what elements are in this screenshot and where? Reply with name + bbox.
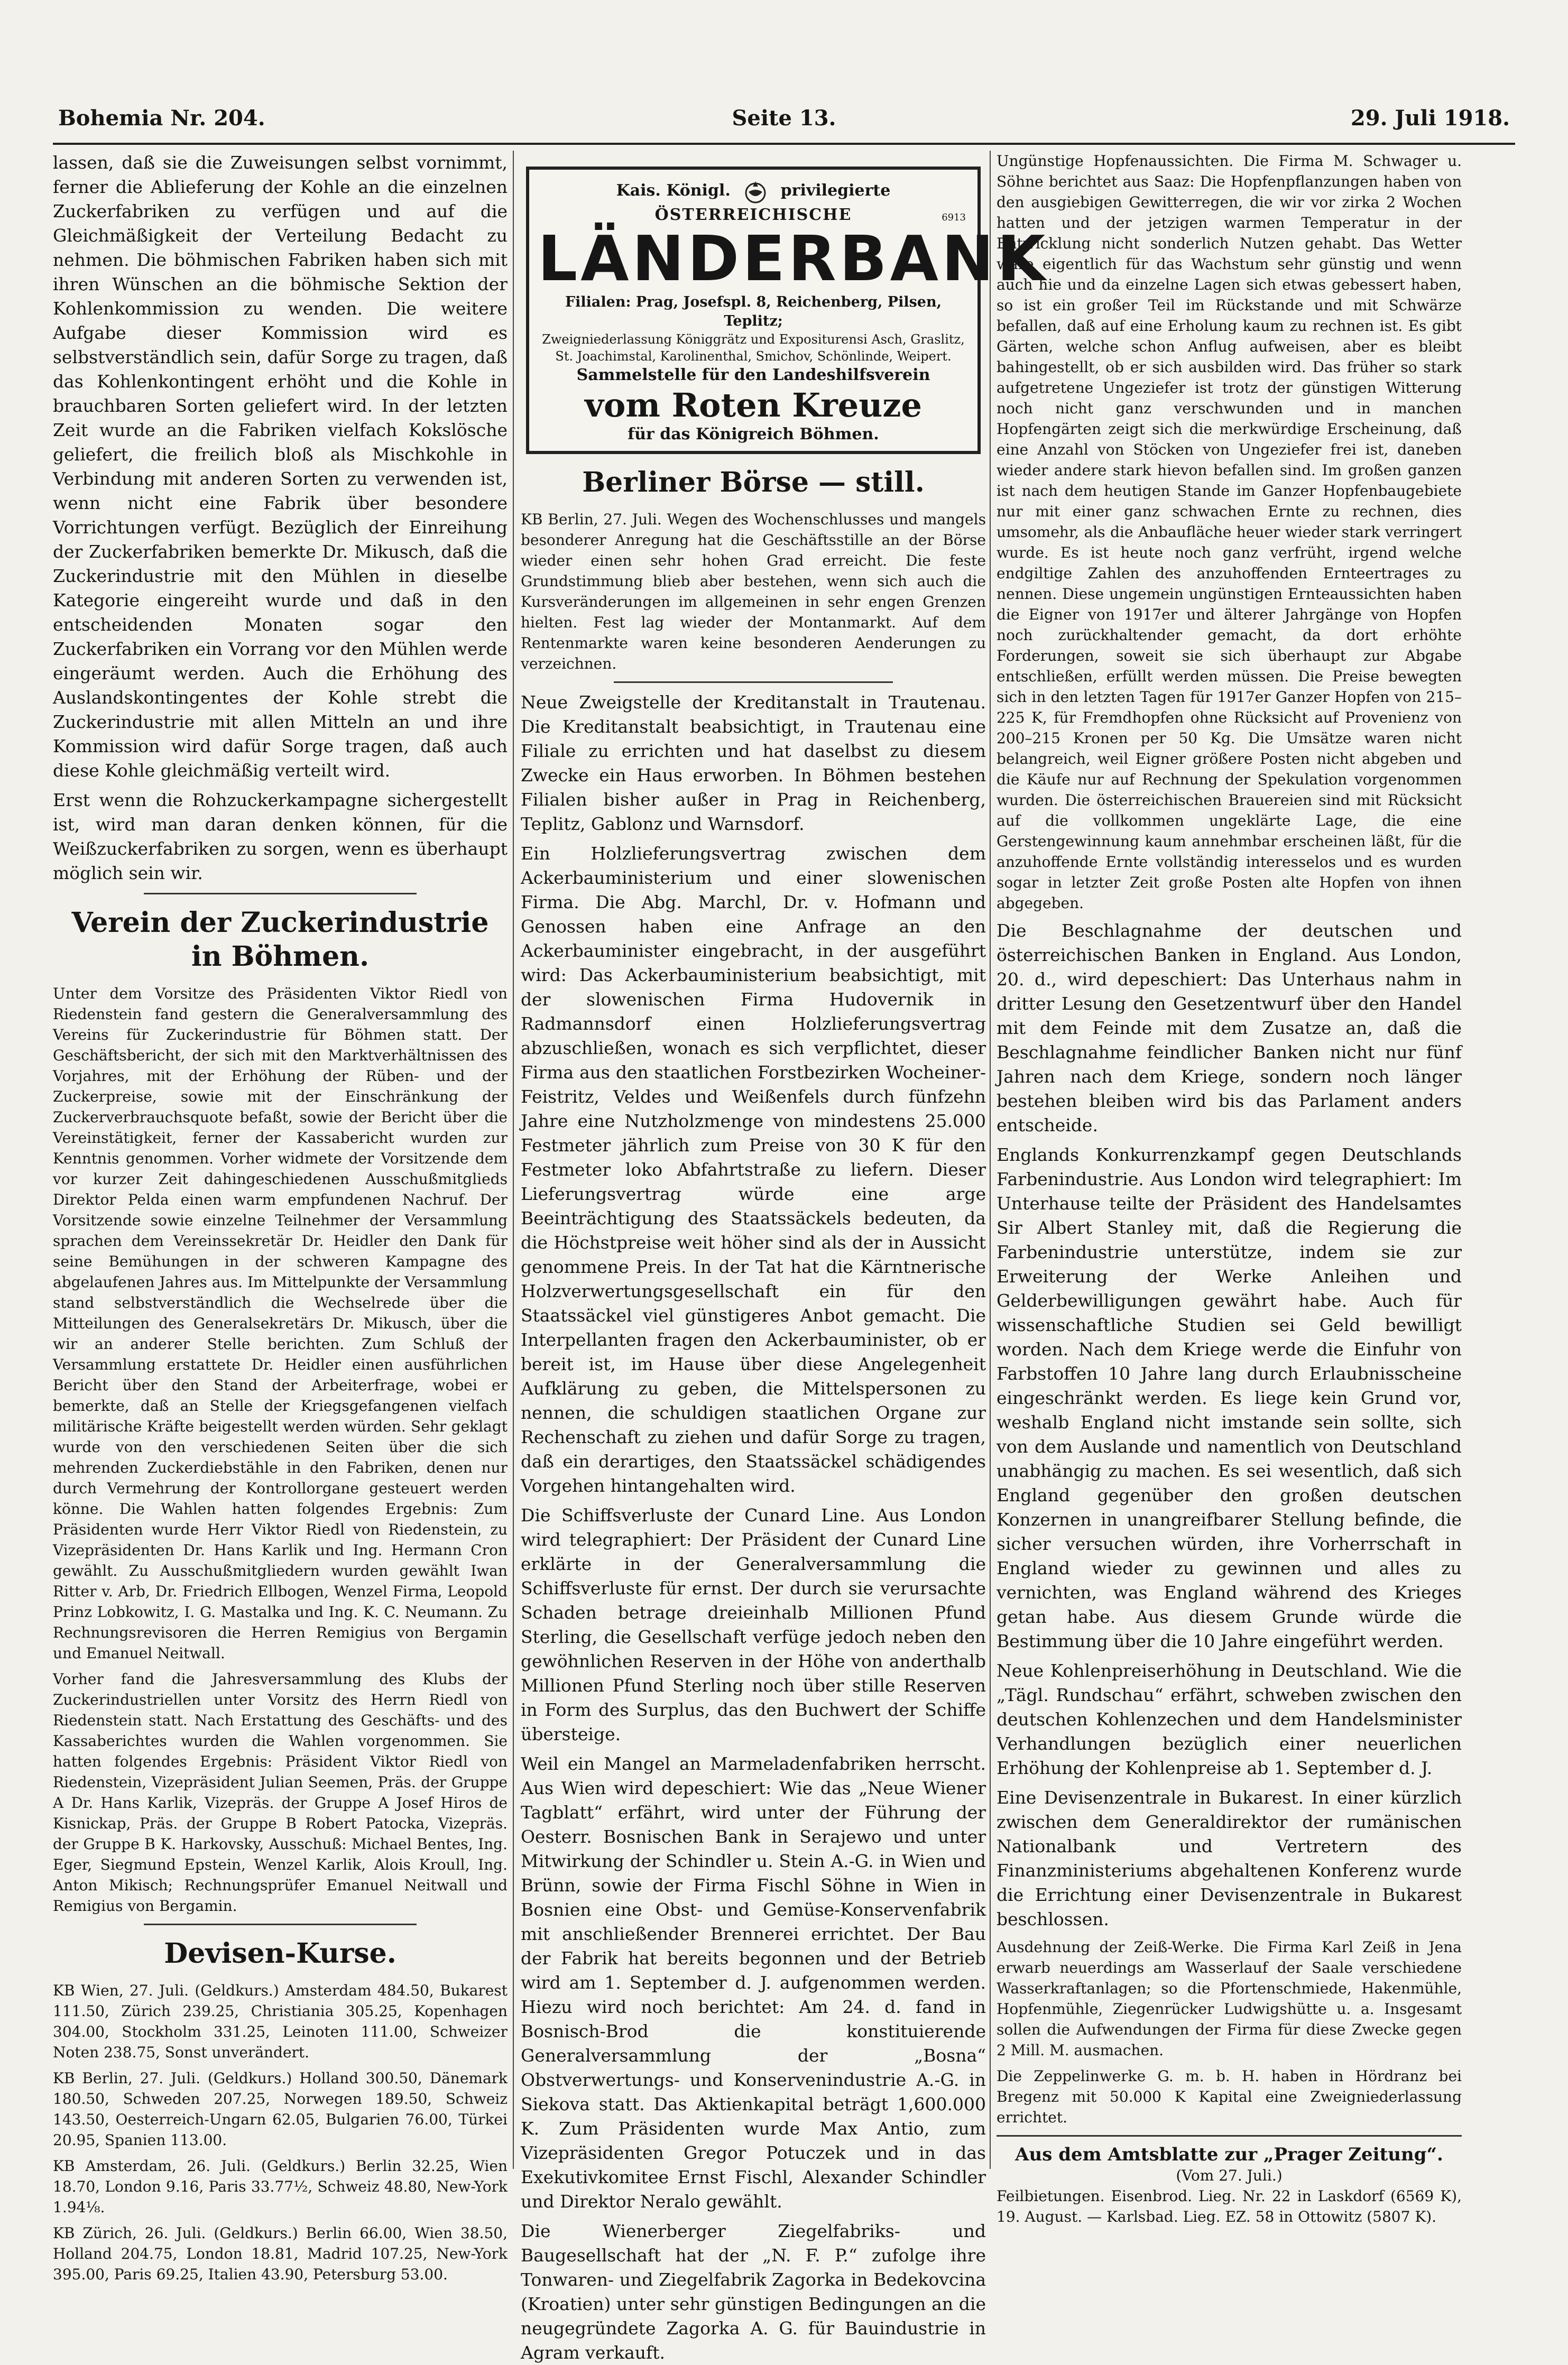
ad-code: 6913 xyxy=(942,212,966,223)
official-gazette-date: (Vom 27. Juli.) xyxy=(1176,2167,1283,2184)
article-wienerberger: Die Wienerberger Ziegelfabriks- und Baugesellschaft hat der „N. F. P.“ zufolge ihre Tonwaren- und Ziegelfabrik Zagorka in Bedekovcina (Kroatien) unter sehr günstigen Bedingungen an die neugegründete Zagorka A. G. für Bauindustrie in Agram verkauft. xyxy=(521,2221,986,2363)
column-divider-1 xyxy=(513,151,514,2169)
article-sugar-association: Unter dem Vorsitze des Präsidenten Viktor Riedl von Riedenstein fand gestern die Generalversammlung des Vereins für Zuckerindustrie für Böhmen statt. Der Geschäftsbericht, der sich mit den Marktverhältnissen des Vorjahres, mit der Erhöhung der Rüben- und der Zuckerpreise, sowie mit der Einschränkung der Zuckerverbrauchsquote befaßt, sowie der Bericht über die Vereinstätigkeit, ferner der Kassabericht wurden zur Kenntnis genommen. Vorher widmete der Vorsitzende dem vor kurzer Zeit dahingeschiedenen Ausschußmitglieds Direktor Pelda einen warm empfundenen Nachruf. Der Vorsitzende sowie einzelne Teilnehmer der Versammlung sprachen dem Vereinssekretär Dr. Heidler den Dank für seine Bemühungen in der schweren Kampagne des abgelaufenen Jahres aus. Im Mittelpunkte der Versammlung stand selbstverständlich die Wechselrede über die Mitteilungen des Generalsekretärs Dr. Mikusch, über die wir an anderer Stelle berichten. Zum Schluß der Versammlung erstattete Dr. Heidler einen ausführlichen Bericht über den Stand der Arbeiterfrage, wobei er bemerkte, daß an Stelle der Kriegsgefangenen vielfach militärische Kräfte beigestellt werden würden. Sehr geklagt wurde von den verschiedenen Seiten über die sich mehrenden Zuckerdiebstähle in den Fabriken, denen nur durch Vermehrung der Kontrollorgane gesteuert werden könne. Die Wahlen hatten folgendes Ergebnis: Zum Präsidenten wurde Herr Viktor Riedl von Riedenstein, zu Vizepräsidenten Dr. Hans Karlik und Ing. Hermann Cron gewählt. Zu Ausschußmitgliedern wurden gewählt Iwan Ritter v. Arb, Dr. Friedrich Ellbogen, Wenzel Firma, Leopold Prinz Lobkowitz, I. G. Mastalka und Ing. K. C. Neumann. Zu Rechnungsrevisoren die Herren Remigius von Bergamin und Emanuel Neitwall. xyxy=(53,985,508,1662)
header-page-number: Seite 13. xyxy=(732,106,836,131)
heading-berlin-exchange: Berliner Börse — still. xyxy=(582,466,925,498)
rates-amsterdam: KB Amsterdam, 26. Juli. (Geldkurs.) Berlin 32.25, Wien 18.70, London 9.16, Paris 33.77½, Schweiz 48.80, New-York 1.94⅛. xyxy=(53,2157,508,2216)
header-newspaper-issue: Bohemia Nr. 204. xyxy=(58,106,265,131)
rates-vienna: KB Wien, 27. Juli. (Geldkurs.) Amsterdam 484.50, Bukarest 111.50, Zürich 239.25, Christiania 305.25, Kopenhagen 304.00, Stockholm 331.25, Leinoten 111.00, Schweizer Noten 238.75, Sonst unverändert. xyxy=(53,1982,508,2061)
rates-berlin: KB Berlin, 27. Juli. (Geldkurs.) Holland 300.50, Dänemark 180.50, Schweden 207.25, Norwegen 189.50, Schweiz 143.50, Oesterreich-Ungarn 62.05, Bulgarien 76.00, Türkei 20.95, Spanien 113.00. xyxy=(53,2070,508,2149)
article-dye-industry: Englands Konkurrenzkampf gegen Deutschlands Farbenindustrie. Aus London wird telegraphiert: Im Unterhause teilte der Präsident des Handelsamtes Sir Albert Stanley mit, daß die Regierung die Farbenindustrie unterstütze, indem sie zur Erweiterung der Werke Anleihen und Gelderbewilligungen gewährt habe. Auch für wissenschaftliche Studien sei Geld bewilligt worden. Nach dem Kriege werde die Einfuhr von Farbstoffen 10 Jahre lang durch Erlaubnisscheine eingeschränkt werden. Es liege kein Grund vor, weshalb England nicht imstande sein sollte, sich von dem Auslande und namentlich von Deutschland unabhängig zu machen. Es sei wesentlich, daß sich England gegenüber den großen deutschen Konzernen in unangreifbarer Stellung befinde, die sicher versuchen würden, ihre Vorherrschaft in England wieder zu gewinnen und alles zu vernichten, was England während des Krieges getan habe. Aus diesem Grunde würde die Bestimmung über die 10 Jahre eingeführt werden. xyxy=(997,1144,1462,1651)
ad-line-privileged: privilegierte xyxy=(780,181,891,200)
official-gazette-text: Feilbietungen. Eisenbrod. Lieg. Nr. 22 in Laskdorf (6569 K), 19. August. — Karlsbad. Lieg. EZ. 58 in Ottowitz (5807 K). xyxy=(997,2187,1462,2225)
ad-expositures: Zweigniederlassung Königgrätz und Expositurensi Asch, Graslitz, St. Joachimstal, Karolinenthal, Smichov, Schönlinde, Weipert. xyxy=(542,332,965,364)
separator xyxy=(144,1924,417,1925)
column-left xyxy=(53,151,508,2283)
article-bucharest-exchange: Eine Devisenzentrale in Bukarest. In einer kürzlich zwischen dem Generaldirektor der rumänischen Nationalbank und Vertretern des Finanzministeriums abgehaltenen Konferenz wurde die Errichtung einer Devisenzentrale in Bukarest beschlossen. xyxy=(997,1787,1462,1929)
page-header xyxy=(53,106,1515,143)
column-right xyxy=(997,151,1462,2225)
article-wood-contract: Ein Holzlieferungsvertrag zwischen dem Ackerbauministerium und einer slowenischen Firma. Die Abg. Marchl, Dr. v. Hofmann und Genossen haben eine Anfrage an den Ackerbauminister eingebracht, in der ausgeführt wird: Das Ackerbauministerium beabsichtigt, mit der slowenischen Firma Hudovernik in Radmannsdorf einen Holzlieferungsvertrag abzuschließen, wonach es sich verpflichtet, dieser Firma aus den staatlichen Forstbezirken Wocheiner-Feistritz, Veldes und Weißenfels durch fünfzehn Jahre eine Nutzholzmenge von mindestens 25.000 Festmeter jährlich zum Preise von 30 K für den Festmeter loko Abfahrtstraße zu liefern. Dieser Lieferungsvertrag würde eine arge Beeinträchtigung des Staatssäckels bedeuten, da die Höchstpreise weit höher sind als der in Aussicht genommene Preis. In der Tat hat die Kärntnerische Holzverwertungsgesellschaft ein für den Staatssäckel viel günstigeres Anbot gemacht. Die Interpellanten fragen den Ackerbauminister, ob er bereit ist, im Hause über diese Angelegenheit Aufklärung zu geben, die Mittelspersonen zu nennen, die schuldigen staatlichen Organe zur Rechenschaft zu ziehen und dafür Sorge zu tragen, daß ein derartiges, den Staatssäckel schädigendes Vorgehen hintangehalten wird. xyxy=(521,843,986,1496)
ad-red-cross: vom Roten Kreuze xyxy=(585,386,922,424)
heading-official-gazette: Aus dem Amtsblatte zur „Prager Zeitung“. xyxy=(1015,2144,1443,2165)
article-marmalade-factories: Weil ein Mangel an Marmeladenfabriken herrscht. Aus Wien wird depeschiert: Wie das „Neue Wiener Tagblatt“ erfährt, wird unter der Führung der Oesterr. Bosnischen Bank in Serajewo und unter Mitwirkung der Schindler u. Stein A.-G. in Wien und Brünn, sowie der Firma Fischl Söhne in Wien in Bosnien eine Obst- und Gemüse-Konservenfabrik mit anschließender Brennerei errichtet. Der Bau der Fabrik hat bereits begonnen und der Betrieb wird am 1. September d. J. aufgenommen werden. Hiezu wird noch berichtet: Am 24. d. fand in Bosnisch-Brod die konstituierende Generalversammlung der „Bosna“ Obstverwertungs- und Konservenindustrie A.-G. in Siekova statt. Das Aktienkapital beträgt 1,600.000 K. Zum Präsidenten wurde Max Antio, zum Vizepräsidenten Gregor Potuczek und in das Exekutivkomitee Ernst Fischl, Alexander Schindler und Direktor Neralo gewählt. xyxy=(521,1753,986,2212)
article-bank-seizure: Die Beschlagnahme der deutschen und österreichischen Banken in England. Aus London, 20. d., wird depeschiert: Das Unterhaus nahm in dritter Lesung den Gesetzentwurf über den Handel mit dem Feinde mit dem Zusatze an, daß die Beschlagnahme feindlicher Banken nicht nur fünf Jahren nach dem Kriege, sondern noch länger bestehen bleiben wird bis das Parlament anders entscheide. xyxy=(997,920,1462,1135)
article-sugar-coal-continuation: lassen, daß sie die Zuweisungen selbst vornimmt, ferner die Ablieferung der Kohle an die einzelnen Zuckerfabriken zu verfügen und auf die Gleichmäßigkeit der Verteilung Bedacht zu nehmen. Die böhmischen Fabriken haben sich mit ihren Wünschen an die böhmische Sektion der Kohlenkommission zu wenden. Die weitere Aufgabe dieser Kommission wird es selbstverständlich sein, dafür Sorge zu tragen, daß das Kohlenkontingent erhöht und die Kohle in brauchbaren Sorten geliefert wird. In der letzten Zeit wurde an die Fabriken vielfach Kokslösche geliefert, die freilich bloß als Mischkohle in Verbindung mit anderen Sorten zu verwenden ist, wenn nicht eine Fabrik über besondere Vorrichtungen verfügt. Bezüglich der Einreihung der Zuckerfabriken bemerkte Dr. Mikusch, daß die Zuckerindustrie mit den Mühlen in dieselbe Kategorie eingereiht wurde und daß in den entscheidenden Monaten sogar den Zuckerfabriken ein Vorrang vor den Mühlen werde eingeräumt werden. Auch die Erhöhung des Auslandskontingentes der Kohle strebt die Zuckerindustrie mit allen Mitteln an und ihre Kommission wird dafür Sorge tragen, daß auch diese Kohle gleichmäßig verteilt wird. xyxy=(53,152,508,781)
ad-bank-name: LÄNDERBANK xyxy=(538,222,1049,295)
column-divider-2 xyxy=(990,151,991,2169)
advertisement-laenderbank xyxy=(526,167,1049,454)
article-berlin-exchange: KB Berlin, 27. Juli. Wegen des Wochenschlusses und mangels besonderer Anregung hat die Geschäftsstille an der Börse wieder einen sehr hohen Grad erreicht. Die feste Grundstimmung blieb aber bestehen, wenn sich auch die Kursveränderungen im allgemeinen in sehr engen Grenzen hielten. Fest lag wieder der Montanmarkt. Auf dem Rentenmarkte waren keine besonderen Aenderungen zu verzeichnen. xyxy=(521,511,986,672)
separator xyxy=(614,681,893,683)
ad-line-imperial: Kais. Königl. xyxy=(616,181,731,200)
header-rule xyxy=(53,143,1515,145)
article-coal-prices: Neue Kohlenpreiserhöhung in Deutschland. Wie die „Tägl. Rundschau“ erfährt, schweben zwischen den deutschen Kohlenzechen und dem Handelsminister Verhandlungen bezüglich einer neuerlichen Erhöhung der Kohlenpreise ab 1. September d. J. xyxy=(997,1660,1462,1778)
heading-sugar-association: Verein der Zuckerindustrie in Böhmen. xyxy=(71,907,489,973)
ad-line-austrian: ÖSTERREICHISCHE xyxy=(654,206,852,224)
rates-zurich: KB Zürich, 26. Juli. (Geldkurs.) Berlin 66.00, Wien 38.50, Holland 204.75, London 18.81, Madrid 107.25, New-York 395.00, Paris 69.25, Italien 43.90, Petersburg 53.00. xyxy=(53,2224,508,2283)
article-sugar-coal-closing: Erst wenn die Rohzuckerkampagne sichergestellt ist, wird man daran denken können, für die Weißzuckerfabriken zu sorgen, wenn es überhaupt möglich sein wir. xyxy=(53,790,508,883)
column-middle xyxy=(521,151,1049,2363)
separator xyxy=(997,2135,1462,2137)
eagle-crest-icon xyxy=(741,177,770,206)
article-cunard-losses: Die Schiffsverluste der Cunard Line. Aus London wird telegraphiert: Der Präsident der Cunard Line erklärte in der Generalversammlung die Schiffsverluste für ernst. Der durch sie verursachte Schaden betrage dreieinhalb Millionen Pfund Sterling, die Gesellschaft verfüge jedoch neben den gewöhnlichen Reserven in der Höhe von anderthalb Millionen Pfund Sterling noch über stille Reserven in Form des Surplus, das den Buchwert der Schiffe übersteige. xyxy=(521,1505,986,1744)
article-zeppelin-works: Die Zeppelinwerke G. m. b. H. haben in Hördranz bei Bregenz mit 50.000 K Kapital eine Zweigniederlassung errichtet. xyxy=(997,2067,1462,2126)
ad-branches: Filialen: Prag, Josefspl. 8, Reichenberg, Pilsen, Teplitz; xyxy=(565,294,942,329)
ad-kingdom: für das Königreich Böhmen. xyxy=(628,425,879,444)
article-zeiss-works: Ausdehnung der Zeiß-Werke. Die Firma Karl Zeiß in Jena erwarb neuerdings am Wasserlauf der Saale verschiedene Wasserkraftanlagen; so die Pfortenschmiede, Hakenmühle, Hopfenmühle, Ziegenrücker Ludwigshütte u. a. Insgesamt sollen die Aufwendungen der Firma für diese Zwecke gegen 2 Mill. M. ausmachen. xyxy=(997,1938,1462,2059)
article-sugar-club: Vorher fand die Jahresversammlung des Klubs der Zuckerindustriellen unter Vorsitz des Herrn Riedl von Riedenstein statt. Nach Erstattung des Geschäfts- und des Kassaberichtes wurden die Wahlen vorgenommen. Sie hatten folgendes Ergebnis: Präsident Viktor Riedl von Riedenstein, Vizepräsident Julian Seemen, Präs. der Gruppe A Dr. Hans Karlik, Vizepräs. der Gruppe A Josef Hiros de Kisnickap, Präs. der Gruppe B Robert Patocka, Vizepräs. der Gruppe B K. Harkovsky, Ausschuß: Michael Bentes, Ing. Eger, Siegmund Epstein, Wenzel Karlik, Alois Kroull, Ing. Anton Mikisch; Rechnungsprüfer Emanuel Neitwall und Remigius von Bergamin. xyxy=(53,1670,508,1915)
ad-collection-point: Sammelstelle für den Landeshilfsverein xyxy=(576,366,930,384)
article-trautenau-branch: Neue Zweigstelle der Kreditanstalt in Trautenau. Die Kreditanstalt beabsichtigt, in Trautenau eine Filiale zu errichten und hat daselbst zu diesem Zwecke ein Haus erworben. In Böhmen bestehen Filialen bisher außer in Prag in Reichenberg, Teplitz, Gablonz und Warnsdorf. xyxy=(521,692,986,834)
heading-currency-rates: Devisen-Kurse. xyxy=(164,1937,396,1970)
article-hop-outlook: Ungünstige Hopfenaussichten. Die Firma M. Schwager u. Söhne berichtet aus Saaz: Die Hopfenpflanzungen haben von den ausgiebigen Gewitterregen, die wir vor zirka 2 Wochen hatten und der jetzigen warmen Temperatur in der Entwicklung nicht sonderlich Nutzen gehabt. Das Wetter wäre eigentlich für das Wachstum sehr günstig und wenn auch hie und da einzelne Lagen sich etwas gebessert haben, so ist ein großer Teil im Rückstande und mit Schwärze befallen, daß auf eine Erholung kaum zu rechnen ist. Es gibt Gärten, welche schon Anflug aufweisen, aber es bleibt bahingestellt, ob er sich ausbilden wird. Das früher so stark aufgetretene Ungeziefer ist trotz der günstigen Witterung noch nicht ganz verschwunden und in manchen Hopfengärten zeigt sich die merkwürdige Erscheinung, daß eine Anzahl von Stöcken von Ungeziefer frei ist, daneben wieder andere stark hievon befallen sind. Im großen ganzen ist nach dem heutigen Stande im Ganzer Hopfenbaugebiete nur mit einer ganz schwachen Ernte zu rechnen, dies umsomehr, als die Anbaufläche heuer wieder stark verringert wurde. Es ist heute noch ganz verfrüht, irgend welche endgiltige Zahlen des anzuhoffenden Ernteertrages zu nennen. Diese ungemein ungünstigen Ernteaussichten haben die Eigner von 1917er und älterer Jahrgänge von Hopfen noch zurückhaltender gemacht, da dort erhöhte Forderungen, soweit sie sich überhaupt zur Abgabe entschließen, erfüllt werden müssen. Die Preise bewegten sich in den letzten Tagen für 1917er Ganzer Hopfen von 215–225 K, für Fremdhopfen ohne Rücksicht auf Provenienz von 200–215 Kronen per 50 Kg. Die Umsätze waren nicht belangreich, weil Eigner größere Posten nicht abgeben und die Käufe nur auf Rechnung der Spekulation vorgenommen wurden. Die österreichischen Brauereien sind mit Rücksicht auf die vollkommen ungeklärte Lage, die eine Gerstengewinnung kaum annehmbar erscheinen läßt, für die anzuhoffende Ernte vollständig interesselos und es wurden sogar in letzter Zeit große Posten alte Hopfen von ihnen abgegeben. xyxy=(997,152,1462,912)
header-date: 29. Juli 1918. xyxy=(1350,106,1510,131)
separator xyxy=(144,893,417,894)
